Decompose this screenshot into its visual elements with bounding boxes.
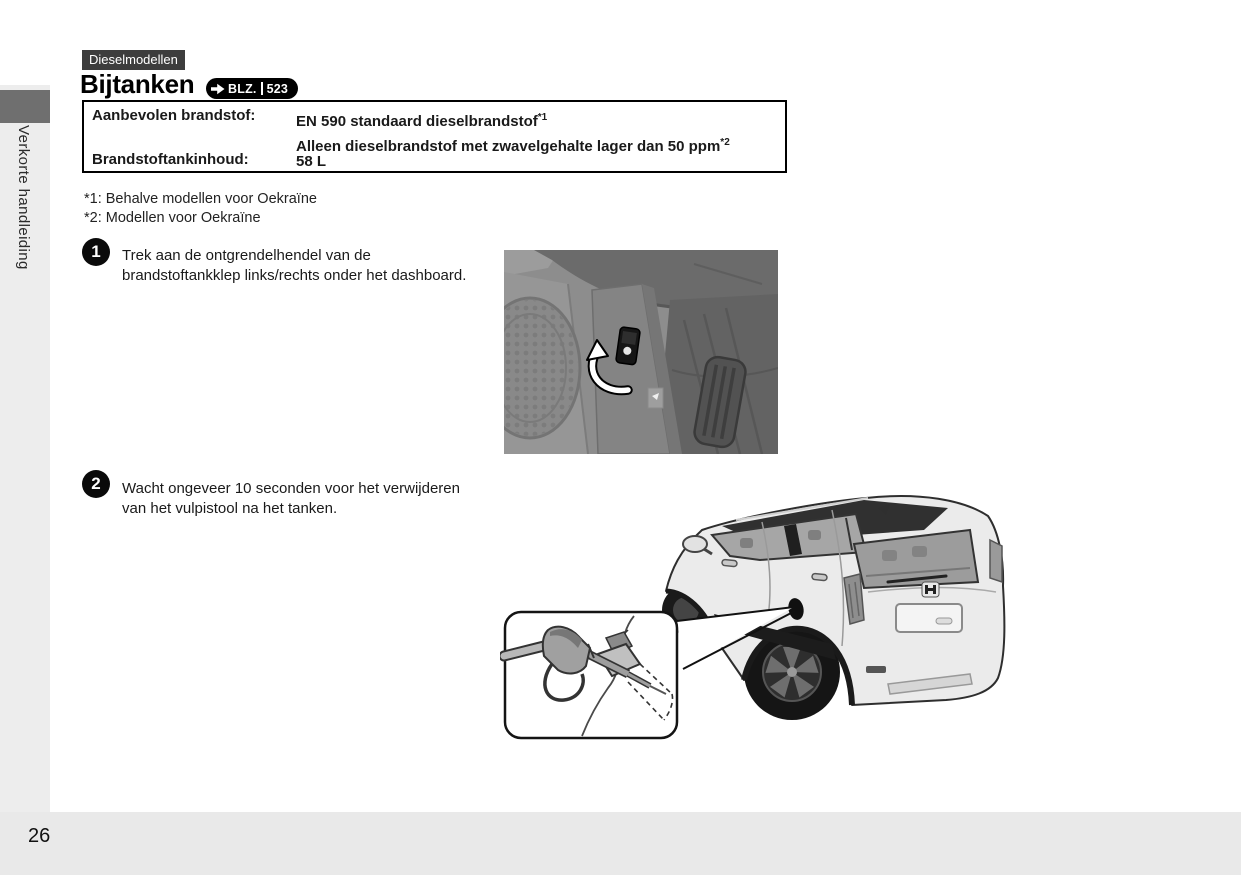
footnote-marker: *2: [720, 137, 730, 148]
reference-separator: [261, 82, 263, 95]
footnotes: [84, 190, 317, 227]
page-number: 26: [28, 825, 51, 847]
table-row: [84, 107, 785, 157]
section-tab: [0, 90, 50, 123]
taillight-right: [990, 540, 1002, 582]
footnote-2: *2: Modellen voor Oekraïne: [84, 209, 261, 226]
door-handle: [812, 573, 828, 581]
footnote-1: *1: Behalve modellen voor Oekraïne: [84, 191, 317, 207]
rear-reflector: [866, 666, 886, 673]
car-refuel-illustration: [500, 488, 1015, 750]
step-1-badge: 1: [82, 238, 110, 266]
model-variant-tag: Dieselmodellen: [82, 50, 185, 70]
fuel-release-lever: [616, 327, 641, 365]
step-2-badge: 2: [82, 470, 110, 498]
spec-label-capacity: Brandstoftankinhoud:: [92, 151, 249, 168]
reference-page-number: 523: [266, 81, 289, 96]
reference-label: BLZ.: [228, 81, 257, 96]
inset-nozzle-box: [504, 612, 677, 738]
small-sticker: [648, 388, 663, 408]
reference-arrow-icon: [209, 82, 226, 96]
step-2-text: Wacht ongeveer 10 seconden voor het verwijderen van het vulpistool na het tanken.: [122, 480, 460, 517]
door-handle: [722, 559, 738, 567]
step-1-text: Trek aan de ontgrendelhendel van de brandstoftankklep links/rechts onder het dashboard.: [122, 247, 467, 284]
table-row: [84, 151, 785, 172]
page-title: Bijtanken: [80, 69, 195, 99]
spec-label-fuel: Aanbevolen brandstof:: [92, 107, 256, 124]
page-reference-badge[interactable]: [206, 78, 298, 99]
fuel-spec-table: [82, 100, 787, 173]
footnote-marker: *1: [537, 112, 548, 123]
footwell-illustration: [504, 250, 778, 454]
section-label: Verkorte handleiding: [15, 125, 32, 270]
honda-emblem: [922, 582, 939, 597]
spec-value-fuel: EN 590 standaard dieselbrandstof$^{*1}$ Alleen dieselbrandstof met zwavelgehalte lager dan 50 ppm$^{*2}$: [296, 112, 730, 155]
license-plate-recess: [896, 604, 962, 632]
page-footer: [0, 812, 1241, 875]
section-sidebar: [0, 85, 50, 812]
spec-value-capacity: 58 L: [296, 153, 327, 170]
